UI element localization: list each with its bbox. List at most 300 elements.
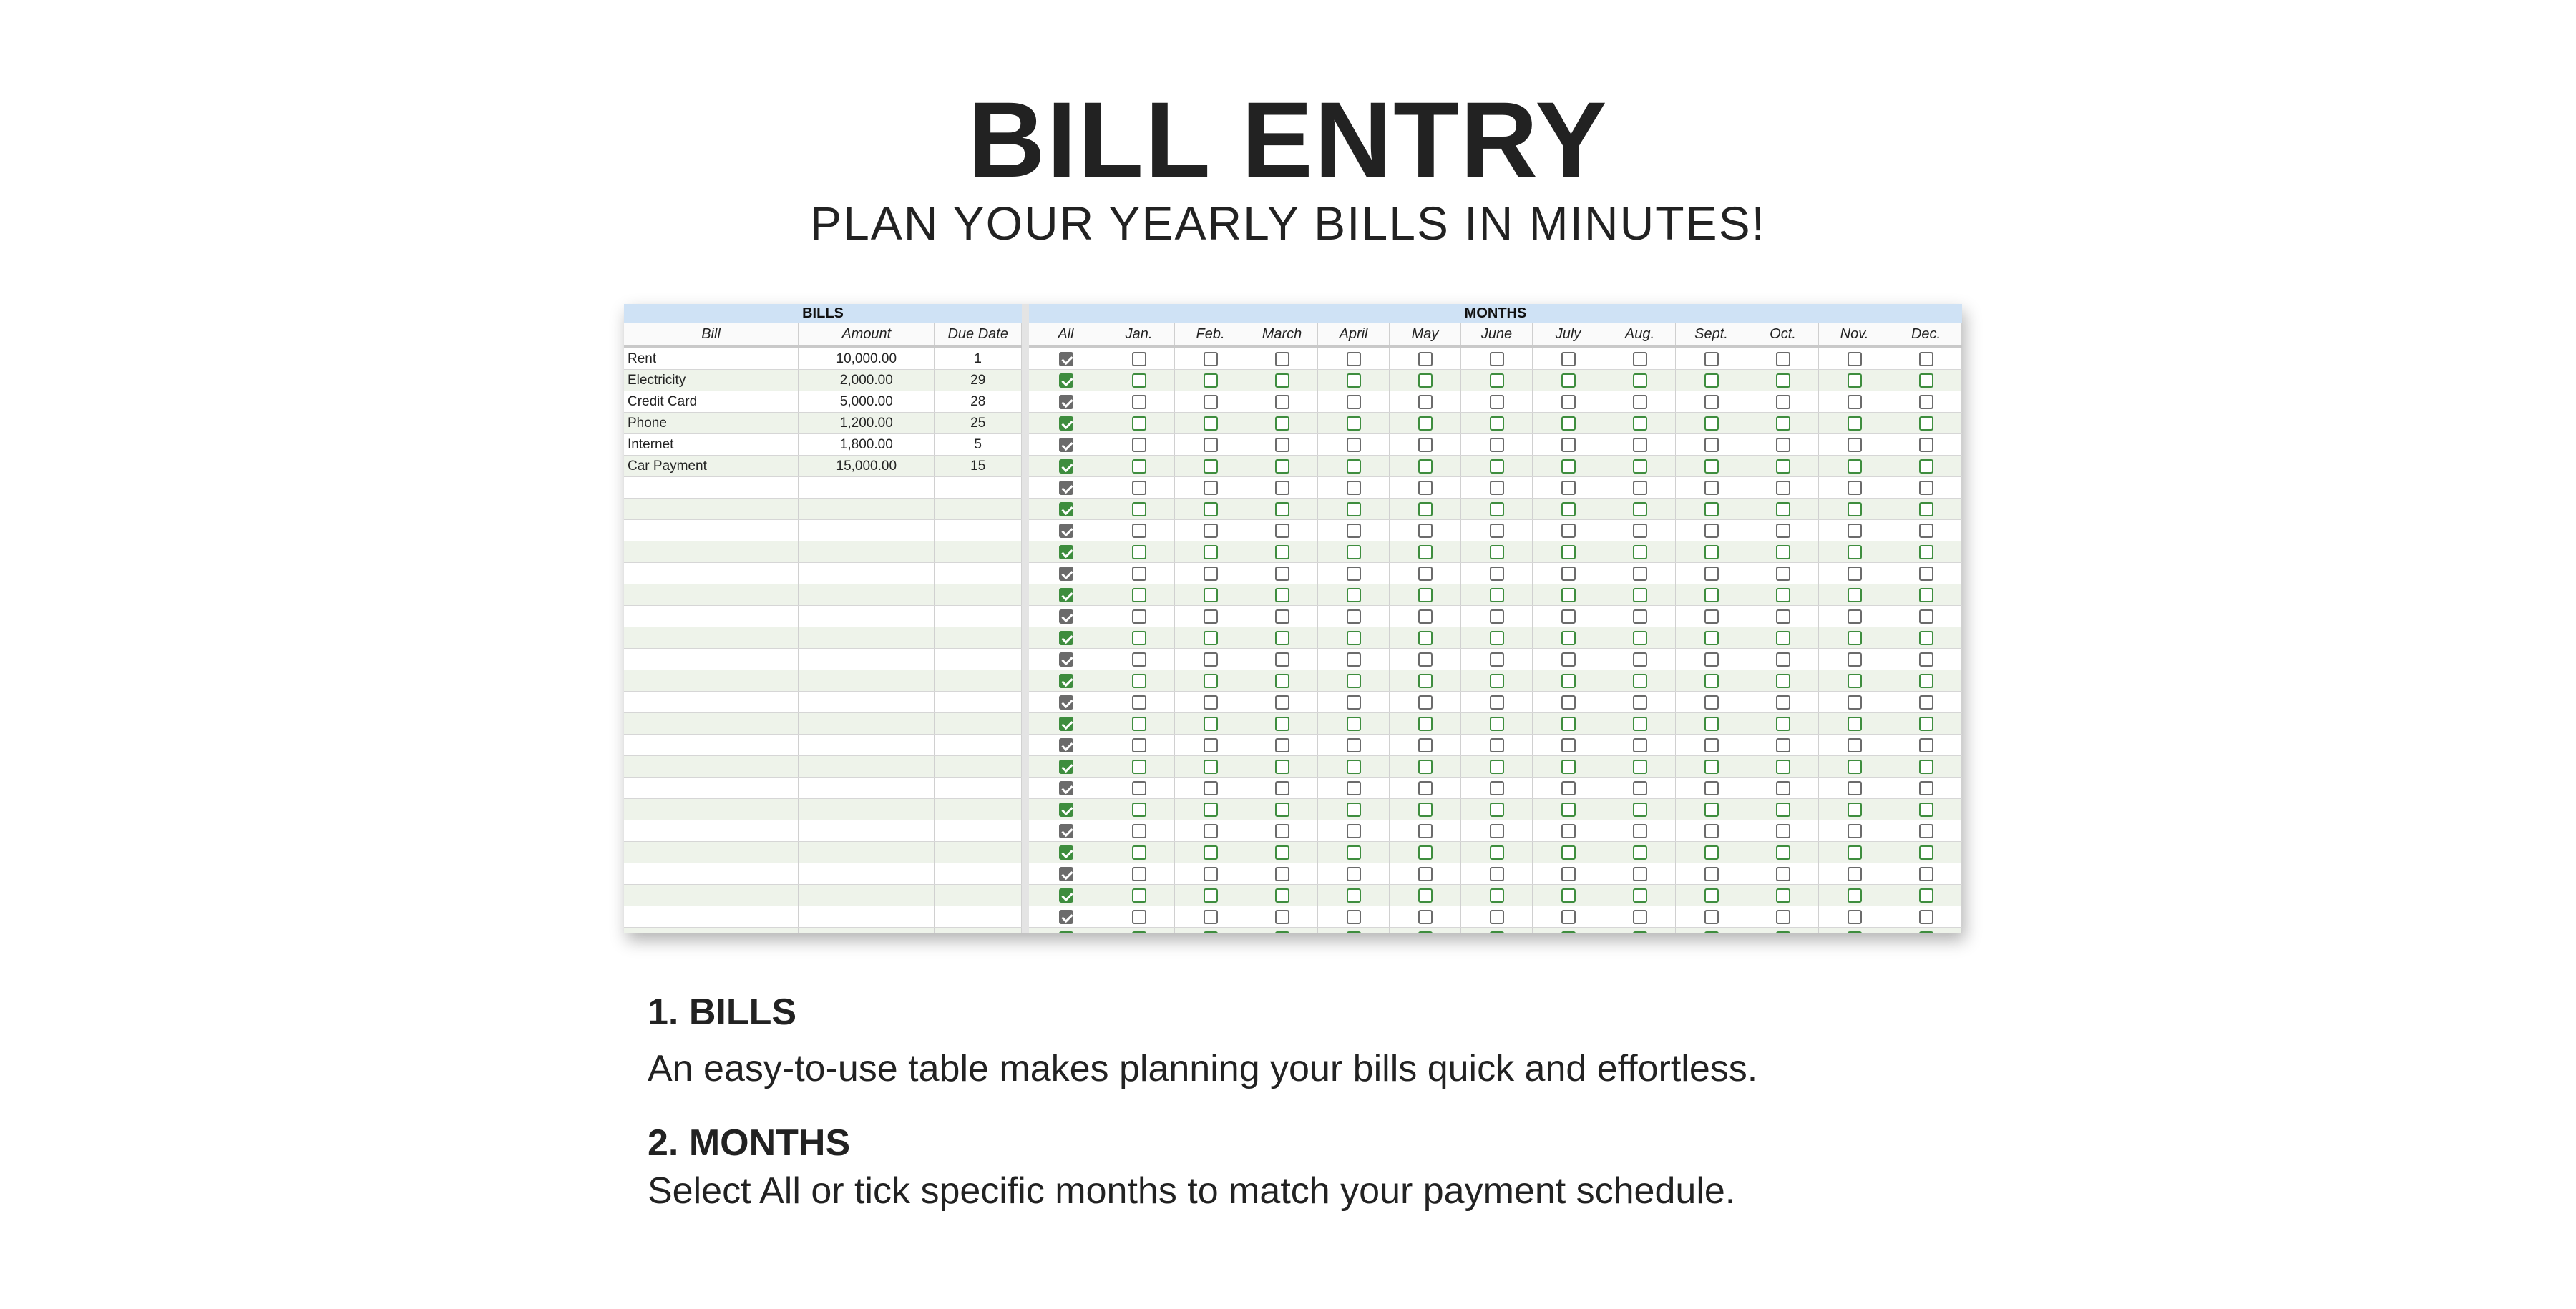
month-checkbox[interactable]	[1418, 352, 1433, 366]
month-checkbox[interactable]	[1132, 459, 1146, 474]
month-checkbox[interactable]	[1561, 609, 1576, 624]
month-checkbox[interactable]	[1347, 674, 1361, 688]
month-checkbox[interactable]	[1418, 738, 1433, 752]
month-checkbox[interactable]	[1704, 481, 1719, 495]
month-checkbox[interactable]	[1418, 481, 1433, 495]
month-checkbox[interactable]	[1347, 910, 1361, 924]
month-checkbox[interactable]	[1561, 931, 1576, 934]
month-checkbox[interactable]	[1776, 824, 1790, 838]
month-checkbox[interactable]	[1704, 910, 1719, 924]
bill-name-cell[interactable]	[624, 627, 799, 648]
month-checkbox[interactable]	[1704, 931, 1719, 934]
bill-due-date-cell[interactable]: 29	[935, 370, 1022, 391]
bill-amount-cell[interactable]: 15,000.00	[799, 456, 935, 476]
month-checkbox[interactable]	[1633, 395, 1647, 409]
month-checkbox[interactable]	[1418, 674, 1433, 688]
month-checkbox[interactable]	[1490, 459, 1504, 474]
month-checkbox[interactable]	[1204, 438, 1218, 452]
month-checkbox[interactable]	[1704, 652, 1719, 667]
month-checkbox[interactable]	[1204, 867, 1218, 881]
bill-name-cell[interactable]: Car Payment	[624, 456, 799, 476]
bill-amount-cell[interactable]	[799, 477, 935, 498]
select-all-checkbox[interactable]	[1059, 652, 1073, 667]
month-checkbox[interactable]	[1347, 609, 1361, 624]
month-checkbox[interactable]	[1132, 674, 1146, 688]
month-checkbox[interactable]	[1490, 931, 1504, 934]
month-checkbox[interactable]	[1633, 931, 1647, 934]
month-checkbox[interactable]	[1704, 674, 1719, 688]
month-checkbox[interactable]	[1204, 524, 1218, 538]
month-checkbox[interactable]	[1561, 395, 1576, 409]
month-checkbox[interactable]	[1919, 652, 1933, 667]
bill-amount-cell[interactable]	[799, 520, 935, 541]
month-checkbox[interactable]	[1919, 438, 1933, 452]
bill-name-cell[interactable]	[624, 584, 799, 605]
bill-due-date-cell[interactable]	[935, 627, 1022, 648]
month-checkbox[interactable]	[1418, 888, 1433, 903]
bill-amount-cell[interactable]	[799, 649, 935, 670]
month-checkbox[interactable]	[1132, 738, 1146, 752]
bill-name-cell[interactable]	[624, 541, 799, 562]
month-checkbox[interactable]	[1704, 438, 1719, 452]
select-all-checkbox[interactable]	[1059, 481, 1073, 495]
month-checkbox[interactable]	[1418, 524, 1433, 538]
bill-due-date-cell[interactable]	[935, 799, 1022, 820]
select-all-checkbox[interactable]	[1059, 910, 1073, 924]
month-checkbox[interactable]	[1204, 717, 1218, 731]
bill-amount-cell[interactable]	[799, 842, 935, 863]
month-checkbox[interactable]	[1919, 631, 1933, 645]
bill-amount-cell[interactable]	[799, 670, 935, 691]
month-checkbox[interactable]	[1776, 502, 1790, 516]
bill-due-date-cell[interactable]	[935, 520, 1022, 541]
month-checkbox[interactable]	[1704, 781, 1719, 795]
bill-name-cell[interactable]	[624, 563, 799, 584]
month-checkbox[interactable]	[1848, 695, 1862, 710]
month-checkbox[interactable]	[1347, 567, 1361, 581]
month-checkbox[interactable]	[1275, 395, 1289, 409]
bill-amount-cell[interactable]	[799, 756, 935, 777]
month-checkbox[interactable]	[1418, 588, 1433, 602]
bill-name-cell[interactable]	[624, 670, 799, 691]
month-checkbox[interactable]	[1132, 931, 1146, 934]
month-checkbox[interactable]	[1418, 416, 1433, 431]
bill-due-date-cell[interactable]	[935, 606, 1022, 627]
month-checkbox[interactable]	[1919, 695, 1933, 710]
bill-due-date-cell[interactable]	[935, 499, 1022, 519]
bill-amount-cell[interactable]	[799, 606, 935, 627]
month-checkbox[interactable]	[1633, 910, 1647, 924]
month-checkbox[interactable]	[1490, 910, 1504, 924]
bill-amount-cell[interactable]	[799, 692, 935, 712]
month-checkbox[interactable]	[1919, 824, 1933, 838]
month-checkbox[interactable]	[1418, 845, 1433, 860]
month-checkbox[interactable]	[1561, 803, 1576, 817]
bill-amount-cell[interactable]	[799, 499, 935, 519]
month-checkbox[interactable]	[1848, 395, 1862, 409]
month-checkbox[interactable]	[1132, 803, 1146, 817]
month-checkbox[interactable]	[1347, 545, 1361, 559]
select-all-checkbox[interactable]	[1059, 674, 1073, 688]
month-checkbox[interactable]	[1132, 867, 1146, 881]
month-checkbox[interactable]	[1776, 588, 1790, 602]
month-checkbox[interactable]	[1490, 717, 1504, 731]
bill-due-date-cell[interactable]	[935, 670, 1022, 691]
month-checkbox[interactable]	[1704, 717, 1719, 731]
month-checkbox[interactable]	[1418, 695, 1433, 710]
month-checkbox[interactable]	[1490, 373, 1504, 388]
bill-due-date-cell[interactable]: 1	[935, 348, 1022, 369]
bill-due-date-cell[interactable]	[935, 756, 1022, 777]
month-checkbox[interactable]	[1848, 888, 1862, 903]
month-checkbox[interactable]	[1919, 803, 1933, 817]
month-checkbox[interactable]	[1347, 416, 1361, 431]
month-checkbox[interactable]	[1347, 717, 1361, 731]
month-checkbox[interactable]	[1704, 524, 1719, 538]
select-all-checkbox[interactable]	[1059, 373, 1073, 388]
month-checkbox[interactable]	[1204, 373, 1218, 388]
month-checkbox[interactable]	[1633, 352, 1647, 366]
month-checkbox[interactable]	[1204, 931, 1218, 934]
month-checkbox[interactable]	[1561, 738, 1576, 752]
month-checkbox[interactable]	[1490, 395, 1504, 409]
month-checkbox[interactable]	[1132, 760, 1146, 774]
month-checkbox[interactable]	[1490, 588, 1504, 602]
month-checkbox[interactable]	[1633, 524, 1647, 538]
month-checkbox[interactable]	[1704, 888, 1719, 903]
month-checkbox[interactable]	[1347, 931, 1361, 934]
month-checkbox[interactable]	[1275, 352, 1289, 366]
bill-due-date-cell[interactable]	[935, 820, 1022, 841]
month-checkbox[interactable]	[1776, 524, 1790, 538]
month-checkbox[interactable]	[1275, 416, 1289, 431]
bill-due-date-cell[interactable]: 25	[935, 413, 1022, 433]
month-checkbox[interactable]	[1132, 695, 1146, 710]
month-checkbox[interactable]	[1132, 781, 1146, 795]
month-checkbox[interactable]	[1561, 502, 1576, 516]
month-checkbox[interactable]	[1418, 781, 1433, 795]
month-checkbox[interactable]	[1633, 545, 1647, 559]
month-checkbox[interactable]	[1633, 438, 1647, 452]
bill-amount-cell[interactable]	[799, 906, 935, 927]
month-checkbox[interactable]	[1848, 567, 1862, 581]
month-checkbox[interactable]	[1776, 717, 1790, 731]
month-checkbox[interactable]	[1132, 545, 1146, 559]
month-checkbox[interactable]	[1704, 416, 1719, 431]
bill-due-date-cell[interactable]	[935, 863, 1022, 884]
month-checkbox[interactable]	[1490, 352, 1504, 366]
select-all-checkbox[interactable]	[1059, 588, 1073, 602]
select-all-checkbox[interactable]	[1059, 416, 1073, 431]
month-checkbox[interactable]	[1418, 867, 1433, 881]
month-checkbox[interactable]	[1704, 738, 1719, 752]
month-checkbox[interactable]	[1204, 910, 1218, 924]
month-checkbox[interactable]	[1490, 524, 1504, 538]
month-checkbox[interactable]	[1347, 695, 1361, 710]
bill-due-date-cell[interactable]	[935, 541, 1022, 562]
month-checkbox[interactable]	[1204, 609, 1218, 624]
month-checkbox[interactable]	[1132, 717, 1146, 731]
month-checkbox[interactable]	[1132, 352, 1146, 366]
month-checkbox[interactable]	[1132, 395, 1146, 409]
month-checkbox[interactable]	[1561, 695, 1576, 710]
month-checkbox[interactable]	[1919, 373, 1933, 388]
bill-due-date-cell[interactable]	[935, 906, 1022, 927]
month-checkbox[interactable]	[1919, 867, 1933, 881]
month-checkbox[interactable]	[1704, 352, 1719, 366]
month-checkbox[interactable]	[1561, 781, 1576, 795]
month-checkbox[interactable]	[1418, 910, 1433, 924]
select-all-checkbox[interactable]	[1059, 781, 1073, 795]
month-checkbox[interactable]	[1490, 438, 1504, 452]
month-checkbox[interactable]	[1275, 695, 1289, 710]
select-all-checkbox[interactable]	[1059, 352, 1073, 366]
month-checkbox[interactable]	[1919, 674, 1933, 688]
month-checkbox[interactable]	[1776, 738, 1790, 752]
month-checkbox[interactable]	[1204, 845, 1218, 860]
month-checkbox[interactable]	[1776, 803, 1790, 817]
month-checkbox[interactable]	[1919, 588, 1933, 602]
month-checkbox[interactable]	[1776, 438, 1790, 452]
month-checkbox[interactable]	[1704, 760, 1719, 774]
month-checkbox[interactable]	[1347, 459, 1361, 474]
month-checkbox[interactable]	[1848, 931, 1862, 934]
month-checkbox[interactable]	[1561, 459, 1576, 474]
month-checkbox[interactable]	[1561, 545, 1576, 559]
month-checkbox[interactable]	[1776, 609, 1790, 624]
month-checkbox[interactable]	[1418, 609, 1433, 624]
bill-name-cell[interactable]: Electricity	[624, 370, 799, 391]
month-checkbox[interactable]	[1418, 395, 1433, 409]
bill-name-cell[interactable]	[624, 692, 799, 712]
bill-name-cell[interactable]: Rent	[624, 348, 799, 369]
month-checkbox[interactable]	[1418, 631, 1433, 645]
month-checkbox[interactable]	[1490, 824, 1504, 838]
month-checkbox[interactable]	[1132, 524, 1146, 538]
month-checkbox[interactable]	[1704, 824, 1719, 838]
month-checkbox[interactable]	[1561, 438, 1576, 452]
bill-amount-cell[interactable]	[799, 735, 935, 755]
month-checkbox[interactable]	[1347, 588, 1361, 602]
month-checkbox[interactable]	[1633, 760, 1647, 774]
month-checkbox[interactable]	[1561, 352, 1576, 366]
bill-name-cell[interactable]	[624, 756, 799, 777]
month-checkbox[interactable]	[1776, 845, 1790, 860]
select-all-checkbox[interactable]	[1059, 760, 1073, 774]
month-checkbox[interactable]	[1633, 824, 1647, 838]
month-checkbox[interactable]	[1204, 352, 1218, 366]
month-checkbox[interactable]	[1275, 567, 1289, 581]
month-checkbox[interactable]	[1490, 545, 1504, 559]
select-all-checkbox[interactable]	[1059, 845, 1073, 860]
bill-amount-cell[interactable]	[799, 563, 935, 584]
month-checkbox[interactable]	[1275, 931, 1289, 934]
select-all-checkbox[interactable]	[1059, 931, 1073, 934]
select-all-checkbox[interactable]	[1059, 888, 1073, 903]
bill-amount-cell[interactable]: 1,800.00	[799, 434, 935, 455]
month-checkbox[interactable]	[1418, 931, 1433, 934]
month-checkbox[interactable]	[1275, 888, 1289, 903]
month-checkbox[interactable]	[1561, 845, 1576, 860]
bill-amount-cell[interactable]	[799, 820, 935, 841]
month-checkbox[interactable]	[1275, 545, 1289, 559]
month-checkbox[interactable]	[1275, 867, 1289, 881]
month-checkbox[interactable]	[1919, 567, 1933, 581]
month-checkbox[interactable]	[1418, 717, 1433, 731]
month-checkbox[interactable]	[1490, 652, 1504, 667]
month-checkbox[interactable]	[1490, 738, 1504, 752]
month-checkbox[interactable]	[1204, 888, 1218, 903]
bill-due-date-cell[interactable]	[935, 563, 1022, 584]
bill-amount-cell[interactable]	[799, 541, 935, 562]
bill-name-cell[interactable]: Phone	[624, 413, 799, 433]
month-checkbox[interactable]	[1776, 888, 1790, 903]
bill-due-date-cell[interactable]	[935, 842, 1022, 863]
month-checkbox[interactable]	[1776, 545, 1790, 559]
month-checkbox[interactable]	[1204, 738, 1218, 752]
month-checkbox[interactable]	[1204, 395, 1218, 409]
bill-due-date-cell[interactable]: 5	[935, 434, 1022, 455]
month-checkbox[interactable]	[1275, 824, 1289, 838]
month-checkbox[interactable]	[1275, 373, 1289, 388]
month-checkbox[interactable]	[1132, 609, 1146, 624]
month-checkbox[interactable]	[1848, 352, 1862, 366]
month-checkbox[interactable]	[1704, 373, 1719, 388]
bill-due-date-cell[interactable]	[935, 885, 1022, 906]
month-checkbox[interactable]	[1204, 459, 1218, 474]
month-checkbox[interactable]	[1347, 524, 1361, 538]
month-checkbox[interactable]	[1704, 588, 1719, 602]
month-checkbox[interactable]	[1132, 845, 1146, 860]
month-checkbox[interactable]	[1848, 910, 1862, 924]
month-checkbox[interactable]	[1704, 867, 1719, 881]
month-checkbox[interactable]	[1132, 438, 1146, 452]
month-checkbox[interactable]	[1704, 502, 1719, 516]
month-checkbox[interactable]	[1633, 803, 1647, 817]
month-checkbox[interactable]	[1848, 416, 1862, 431]
month-checkbox[interactable]	[1275, 438, 1289, 452]
select-all-checkbox[interactable]	[1059, 803, 1073, 817]
month-checkbox[interactable]	[1848, 845, 1862, 860]
bill-amount-cell[interactable]: 10,000.00	[799, 348, 935, 369]
month-checkbox[interactable]	[1132, 373, 1146, 388]
bill-name-cell[interactable]	[624, 928, 799, 933]
month-checkbox[interactable]	[1347, 803, 1361, 817]
month-checkbox[interactable]	[1132, 888, 1146, 903]
month-checkbox[interactable]	[1919, 481, 1933, 495]
select-all-checkbox[interactable]	[1059, 438, 1073, 452]
month-checkbox[interactable]	[1490, 781, 1504, 795]
month-checkbox[interactable]	[1919, 910, 1933, 924]
month-checkbox[interactable]	[1347, 438, 1361, 452]
month-checkbox[interactable]	[1776, 416, 1790, 431]
month-checkbox[interactable]	[1561, 652, 1576, 667]
month-checkbox[interactable]	[1919, 416, 1933, 431]
month-checkbox[interactable]	[1204, 502, 1218, 516]
month-checkbox[interactable]	[1776, 760, 1790, 774]
month-checkbox[interactable]	[1204, 588, 1218, 602]
bill-amount-cell[interactable]	[799, 627, 935, 648]
bill-name-cell[interactable]	[624, 799, 799, 820]
bill-name-cell[interactable]: Internet	[624, 434, 799, 455]
bill-due-date-cell[interactable]	[935, 584, 1022, 605]
month-checkbox[interactable]	[1633, 588, 1647, 602]
bill-amount-cell[interactable]	[799, 885, 935, 906]
month-checkbox[interactable]	[1418, 803, 1433, 817]
month-checkbox[interactable]	[1919, 502, 1933, 516]
month-checkbox[interactable]	[1561, 867, 1576, 881]
month-checkbox[interactable]	[1490, 867, 1504, 881]
month-checkbox[interactable]	[1347, 502, 1361, 516]
month-checkbox[interactable]	[1275, 502, 1289, 516]
month-checkbox[interactable]	[1132, 910, 1146, 924]
month-checkbox[interactable]	[1561, 567, 1576, 581]
month-checkbox[interactable]	[1848, 545, 1862, 559]
month-checkbox[interactable]	[1776, 695, 1790, 710]
month-checkbox[interactable]	[1490, 760, 1504, 774]
bill-amount-cell[interactable]: 2,000.00	[799, 370, 935, 391]
month-checkbox[interactable]	[1919, 459, 1933, 474]
month-checkbox[interactable]	[1919, 781, 1933, 795]
month-checkbox[interactable]	[1418, 373, 1433, 388]
bill-name-cell[interactable]	[624, 906, 799, 927]
month-checkbox[interactable]	[1275, 738, 1289, 752]
month-checkbox[interactable]	[1848, 824, 1862, 838]
bill-name-cell[interactable]	[624, 735, 799, 755]
month-checkbox[interactable]	[1347, 352, 1361, 366]
month-checkbox[interactable]	[1776, 373, 1790, 388]
month-checkbox[interactable]	[1132, 652, 1146, 667]
month-checkbox[interactable]	[1275, 481, 1289, 495]
month-checkbox[interactable]	[1919, 395, 1933, 409]
month-checkbox[interactable]	[1132, 824, 1146, 838]
bill-due-date-cell[interactable]	[935, 928, 1022, 933]
month-checkbox[interactable]	[1633, 567, 1647, 581]
month-checkbox[interactable]	[1848, 481, 1862, 495]
month-checkbox[interactable]	[1275, 631, 1289, 645]
month-checkbox[interactable]	[1275, 717, 1289, 731]
month-checkbox[interactable]	[1347, 481, 1361, 495]
month-checkbox[interactable]	[1490, 674, 1504, 688]
bill-name-cell[interactable]	[624, 713, 799, 734]
bill-amount-cell[interactable]: 1,200.00	[799, 413, 935, 433]
month-checkbox[interactable]	[1704, 395, 1719, 409]
month-checkbox[interactable]	[1347, 395, 1361, 409]
month-checkbox[interactable]	[1418, 824, 1433, 838]
month-checkbox[interactable]	[1848, 652, 1862, 667]
month-checkbox[interactable]	[1919, 931, 1933, 934]
month-checkbox[interactable]	[1275, 760, 1289, 774]
month-checkbox[interactable]	[1204, 567, 1218, 581]
month-checkbox[interactable]	[1204, 760, 1218, 774]
bill-name-cell[interactable]: Credit Card	[624, 391, 799, 412]
month-checkbox[interactable]	[1490, 609, 1504, 624]
bill-name-cell[interactable]	[624, 477, 799, 498]
select-all-checkbox[interactable]	[1059, 738, 1073, 752]
month-checkbox[interactable]	[1848, 438, 1862, 452]
select-all-checkbox[interactable]	[1059, 524, 1073, 538]
month-checkbox[interactable]	[1848, 738, 1862, 752]
month-checkbox[interactable]	[1204, 803, 1218, 817]
month-checkbox[interactable]	[1776, 481, 1790, 495]
month-checkbox[interactable]	[1347, 652, 1361, 667]
month-checkbox[interactable]	[1919, 845, 1933, 860]
month-checkbox[interactable]	[1633, 845, 1647, 860]
month-checkbox[interactable]	[1561, 760, 1576, 774]
month-checkbox[interactable]	[1490, 416, 1504, 431]
month-checkbox[interactable]	[1347, 867, 1361, 881]
month-checkbox[interactable]	[1490, 845, 1504, 860]
